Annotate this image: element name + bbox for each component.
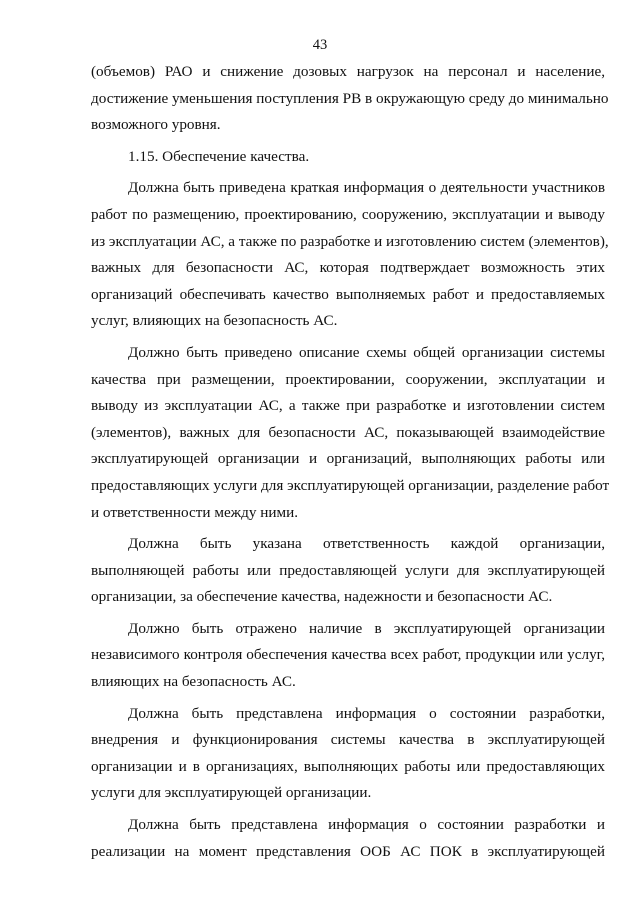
paragraph — [91, 701, 605, 807]
text-line: важных для безопасности АС, которая подтверждает возможность этих — [91, 259, 605, 277]
paragraph — [91, 340, 610, 526]
text-line: из эксплуатации АС, а также по разработке и изготовлению систем (элементов), — [91, 232, 609, 250]
paragraph — [91, 175, 609, 335]
section-heading — [91, 144, 605, 171]
text-line: Должно быть отражено наличие в эксплуатирующей организации — [128, 619, 605, 637]
text-line: эксплуатирующей организации и организаций, выполняющих работы или — [91, 450, 605, 468]
paragraph — [91, 531, 605, 611]
text-line: услуг, влияющих на безопасность АС. — [91, 312, 338, 330]
text-line: Должна быть представлена информация о состоянии разработки, — [128, 704, 605, 722]
text-line: выводу из эксплуатации АС, а также при разработке и изготовлении систем — [91, 397, 605, 415]
text-line: организации и в организациях, выполняющих работы или предоставляющих — [91, 757, 605, 775]
text-line: Должна быть представлена информация о состоянии разработки и — [128, 816, 605, 834]
paragraph — [91, 616, 605, 696]
text-line: предоставляющих услуги для эксплуатирующей организации, разделение работ — [91, 476, 610, 494]
text-line: (объемов) РАО и снижение дозовых нагрузок на персонал и население, — [91, 63, 605, 80]
text-line: реализации на момент представления ООБ АС ПОК в эксплуатирующей — [91, 842, 605, 860]
text-line: организации, за обеспечение качества, надежности и безопасности АС. — [91, 588, 553, 606]
text-line: возможного уровня. — [91, 116, 221, 134]
text-line: услуги для эксплуатирующей организации. — [91, 784, 372, 802]
text-line: качества при размещении, проектировании, сооружении, эксплуатации и — [91, 370, 605, 388]
text-line: организаций обеспечивать качество выполняемых работ и предоставляемых — [91, 285, 605, 303]
text-line: выполняющей работы или предоставляющей услуги для эксплуатирующей — [91, 561, 605, 579]
text-line: внедрения и функционирования системы качества в эксплуатирующей — [91, 731, 605, 749]
text-line: (элементов), важных для безопасности АС, показывающей взаимодействие — [91, 423, 605, 441]
text-line: влияющих на безопасность АС. — [91, 673, 296, 691]
body-text — [91, 59, 610, 865]
paragraph — [91, 812, 605, 865]
section-heading-text: 1.15. Обеспечение качества. — [128, 147, 310, 165]
text-line: и ответственности между ними. — [91, 503, 299, 521]
text-line: независимого контроля обеспечения качества всех работ, продукции или услуг, — [91, 646, 605, 664]
text-line: Должна быть приведена краткая информация о деятельности участников — [128, 179, 605, 197]
paragraph-continuation — [91, 59, 609, 139]
text-line: работ по размещению, проектированию, сооружению, эксплуатации и выводу — [91, 205, 605, 223]
text-line: Должна быть указана ответственность каждой организации, — [128, 535, 605, 553]
text-line: Должно быть приведено описание схемы общей организации системы — [128, 343, 605, 361]
text-line: достижение уменьшения поступления РВ в окружающую среду до минимально — [91, 89, 609, 107]
page-number: 43 — [312, 37, 328, 53]
